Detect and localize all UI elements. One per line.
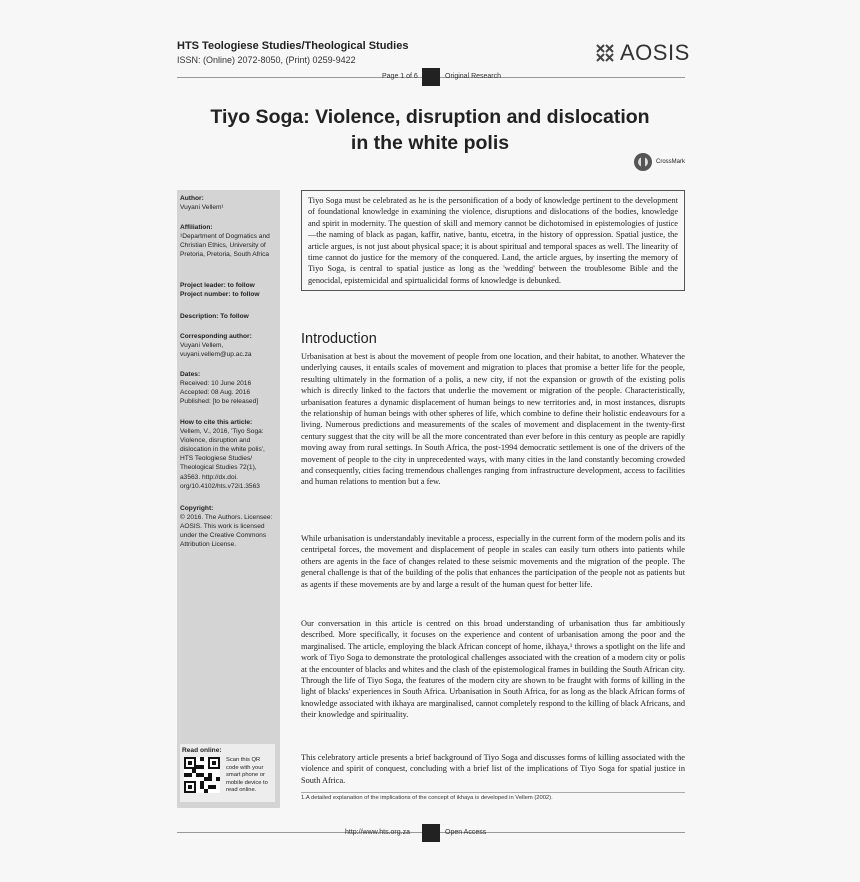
footnote: 1.A detailed explanation of the implications of the concept of ikhaya is developed in Vellem (2002). bbox=[301, 795, 553, 801]
corresponding-email[interactable]: vuyani.vellem@up.ac.za bbox=[180, 351, 252, 359]
affiliation-block bbox=[180, 223, 276, 259]
issn: ISSN: (Online) 2072-8050, (Print) 0259-9422 bbox=[177, 55, 356, 65]
date-accepted: Accepted: 08 Aug. 2016 bbox=[180, 389, 251, 397]
title-line-1: Tiyo Soga: Violence, disruption and dislocation bbox=[210, 106, 650, 128]
affiliation-text: ¹Department of Dogmatics and Christian Ethics, University of Pretoria, Pretoria, South Africa bbox=[180, 233, 270, 259]
project-block bbox=[180, 281, 276, 299]
project-number: Project number: to follow bbox=[180, 291, 260, 299]
footer-marker bbox=[422, 824, 440, 842]
date-published: Published: [to be released] bbox=[180, 398, 259, 406]
read-online-heading: Read online: bbox=[182, 747, 222, 754]
description: Description: To follow bbox=[180, 313, 249, 320]
citation-heading: How to cite this article: bbox=[180, 419, 253, 426]
aosis-logo-icon bbox=[594, 42, 616, 64]
footer-url[interactable]: http://www.hts.org.za bbox=[345, 829, 410, 836]
author-heading: Author: bbox=[180, 195, 204, 202]
article-title bbox=[177, 104, 683, 156]
paragraph-3: Our conversation in this article is centred on this broad understanding of urbanisation thus far ambitiously described. More specifically, it focuses on the experience and content of urbanisation among the poor and the marginalised. The article, employing the black African concept of home, ikhaya,¹ throws a spotlight on the life and work of Tiyo Soga to demonstrate the protological challenges associated with the creation of a modern city or polis at the encounter of blacks and whites and the clash of the epistemological frames in building the South African city. Through the life of Tiyo Soga, the features of the modern city are shown to be fraught with forms of killing in the light of blacks' experiences in South Africa. Urbanisation in South Africa, for as long as the black African forms of knowledge associated with ikhaya are marginalised, cannot completely respond to the killing of black Africans, and their knowledge and spirituality. bbox=[301, 619, 685, 720]
citation-block bbox=[180, 418, 276, 491]
citation-text: Vellem, V., 2016, 'Tiyo Soga: Violence, disruption and dislocation in the white polis', HTS Teologiese Studies/ Theological Studies 72(1), a3563. http://dx.doi. org/10.4102/hts.v72i1.3563 bbox=[180, 428, 265, 490]
article-info-sidebar bbox=[177, 190, 280, 808]
read-online-box bbox=[180, 744, 275, 802]
journal-name: HTS Teologiese Studies/Theological Studies bbox=[177, 40, 409, 52]
corresponding-name: Vuyani Vellem, bbox=[180, 342, 224, 350]
section-heading: Introduction bbox=[301, 331, 377, 347]
paragraph-4: This celebratory article presents a brief background of Tiyo Soga and discusses forms of killing associated with the violence and spirit of conquest, concluding with a brief list of the implications of Tiyo Soga for spatial justice in South Africa. bbox=[301, 753, 685, 785]
project-leader: Project leader: to follow bbox=[180, 282, 255, 289]
corresponding-heading: Corresponding author: bbox=[180, 333, 252, 340]
dates-heading: Dates: bbox=[180, 371, 201, 378]
crossmark-badge[interactable] bbox=[633, 152, 685, 172]
crossmark-label: CrossMark bbox=[656, 159, 686, 165]
qr-code-icon[interactable] bbox=[184, 757, 220, 793]
publisher-logo bbox=[594, 40, 690, 66]
date-received: Received: 10 June 2016 bbox=[180, 380, 252, 388]
footnote-rule bbox=[301, 792, 685, 793]
title-line-2: in the white polis bbox=[350, 132, 510, 154]
publisher-name: AOSIS bbox=[620, 40, 690, 65]
paragraph-2: While urbanisation is understandably inevitable a process, especially in the current form of the modern polis and its centripetal forces, the movement and displacement of people in scales can easily turn others into patients while others are agents in the face of changes related to these seismic movements and the migration of the people. The general challenge is that of the building of the polis that enhances the participation of the people not as patients but as agents if these movements are by and large a result of the human quest for better life. bbox=[301, 534, 685, 589]
abstract-box: Tiyo Soga must be celebrated as he is the personification of a body of knowledge pertinent to the development of foundational knowledge in examining the violence, disruptions and dislocations of the bodies, knowledge and spirit in modernity. The question of skill and memory cannot be dichotomised in epistemologies of justice—the naming of black as pagan, kaffir, native, bantu, etcetra, in the history of oppression. Spatial justice, the article argues, is not just about physical space; it is about spiritual and temporal spaces as well. The linearity of time cannot do justice for the memory of the conquered. Land, the article argues, by inserting the memory of Tiyo Soga, is central to spatial justice as long as the 'wedding' between the troublesome Bible and the genocidal, epistemicidal and spirtualicidal forms of knowledge is debunked. bbox=[301, 190, 685, 291]
author-name: Vuyani Vellem¹ bbox=[180, 204, 224, 212]
paragraph-1: Urbanisation at best is about the movement of people from one location, and their habitat, to another. Whatever the underlying causes, it entails scales of movement and migration to places that promise a better life for the people, resulting ultimately in the formation of a polis, a new city, if not the expansion or growth of the existing polis which is directly linked to the factors that underlie the movement or migration of the people. Characteristically, urbanisation features a dynamic displacement of human beings to new territories and, in most instances, disrupts the relationship of human beings with other spheres of life, which combine to define their holistic endeavours for a living. Numerous predictions and measurements of the scales of movement and displacement in the twenty-first century suggest that the city will be all the more concentrated than ever before in this century as people are rapidly moving away from rural settings. In South Africa, the post-1994 democratic settlement is one of the drivers of the movement of people to the city in unprecedented ways, with many cities in the land constantly becoming crowded and consequently, cities facing tremendous challenges ranging from infrastructure development, access to facilities and human relations to mention but a few. bbox=[301, 352, 685, 487]
copyright-block bbox=[180, 504, 276, 549]
page-number: Page 1 of 6 bbox=[382, 73, 418, 80]
description-block bbox=[180, 312, 276, 321]
article-category: Original Research bbox=[445, 73, 502, 80]
crossmark-icon bbox=[633, 152, 653, 172]
qr-instructions: Scan this QR code with your smart phone or mobile device to read online. bbox=[226, 757, 268, 794]
open-access-label: Open Access bbox=[445, 829, 487, 836]
page-marker bbox=[422, 68, 440, 86]
copyright-text: © 2016. The Authors. Licensee: AOSIS. This work is licensed under the Creative Commons Attribution License. bbox=[180, 514, 273, 549]
affiliation-heading: Affiliation: bbox=[180, 224, 213, 231]
corresponding-author-block bbox=[180, 332, 276, 359]
copyright-heading: Copyright: bbox=[180, 505, 214, 512]
dates-block bbox=[180, 370, 276, 406]
author-block bbox=[180, 194, 276, 212]
